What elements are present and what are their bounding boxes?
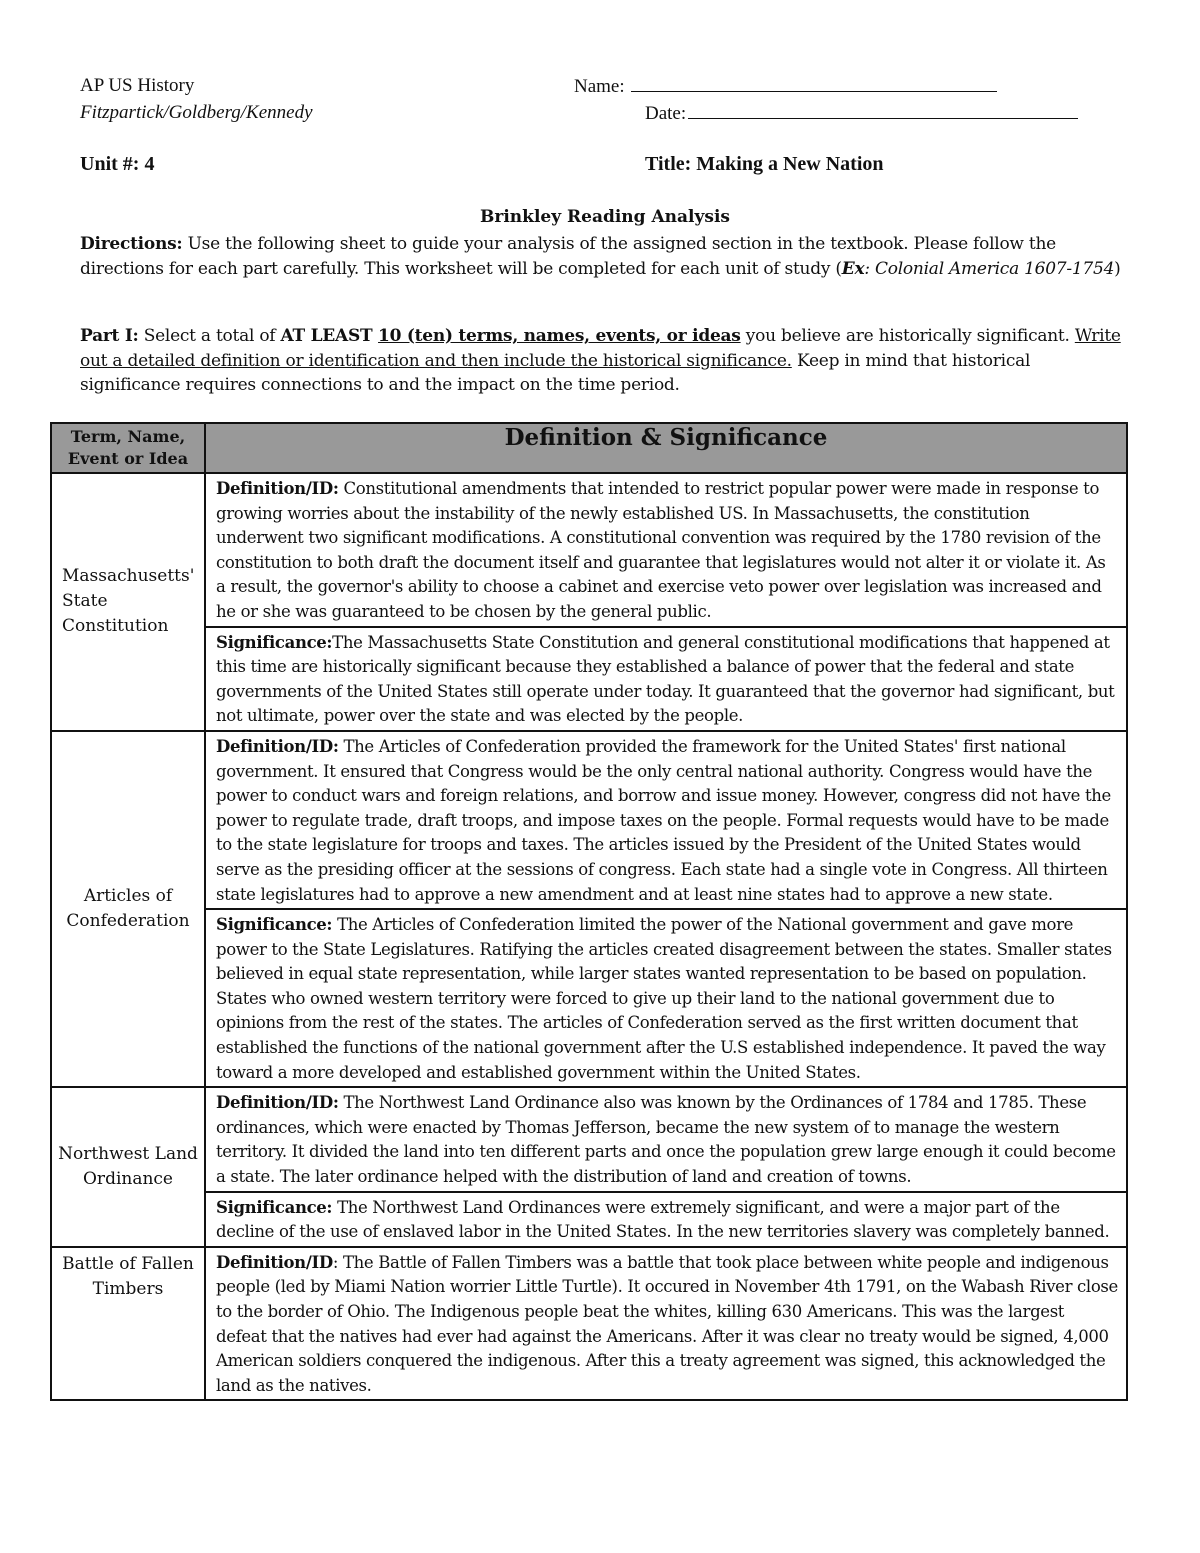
table-row bbox=[51, 1192, 1127, 1247]
significance-text: The Articles of Confederation limited the power of the National government and gave more power to the State Legislatures. Ratifying the articles created disagreement between the states. Smaller states believed in equal state representation, while larger states wanted representation to be based on population. States who owned western territory were forced to give up their land to the national government due to opinions from the rest of the states. The articles of Confederation served as the first written document that established the functions of the national government after the U.S established independence. It paved the way toward a more developed and established government within the United States. bbox=[216, 915, 1112, 1082]
terms-table bbox=[50, 422, 1128, 1401]
course-name: AP US History bbox=[80, 75, 195, 96]
significance-text: The Northwest Land Ordinances were extremely significant, and were a major part of the decline of the use of enslaved labor in the United States. In the new territories slavery was completely banned. bbox=[216, 1197, 1110, 1242]
section-heading: Brinkley Reading Analysis bbox=[480, 207, 730, 227]
directions-label: Directions: bbox=[80, 234, 183, 254]
part1-bold-underline: 10 (ten) terms, names, events, or ideas bbox=[378, 326, 741, 346]
unit-number: Unit #: 4 bbox=[80, 153, 155, 175]
unit-title: Title: Making a New Nation bbox=[645, 153, 884, 175]
definition-cell bbox=[205, 1087, 1127, 1191]
definition-label: Definition/ID bbox=[216, 1252, 333, 1272]
definition-cell bbox=[205, 731, 1127, 909]
part1-text2: you believe are historically significant. bbox=[740, 326, 1075, 346]
table-row bbox=[51, 473, 1127, 627]
term-cell: Northwest Land Ordinance bbox=[51, 1087, 205, 1247]
table-row bbox=[51, 731, 1127, 909]
definition-label: Definition/ID: bbox=[216, 479, 339, 498]
name-blank bbox=[631, 73, 997, 92]
table-row bbox=[51, 1247, 1127, 1401]
directions-paragraph bbox=[80, 232, 1130, 281]
significance-cell bbox=[205, 909, 1127, 1087]
example-label: Ex bbox=[841, 258, 865, 279]
part1-underline: Write out a detailed definition or identification and then include the historical significance. bbox=[80, 326, 1121, 371]
table-row bbox=[51, 1087, 1127, 1191]
table-row bbox=[51, 909, 1127, 1087]
date-blank bbox=[688, 100, 1078, 119]
directions-text: Use the following sheet to guide your analysis of the assigned section in the textbook. Please follow the directions for each part carefully. This worksheet will be completed for each unit of study ( bbox=[80, 234, 1056, 279]
definition-cell bbox=[205, 1247, 1127, 1401]
significance-label: Significance: bbox=[216, 915, 333, 935]
name-field bbox=[574, 73, 997, 100]
table-header-row bbox=[51, 423, 1127, 473]
term-cell: Articles of Confederation bbox=[51, 731, 205, 1087]
date-label: Date: bbox=[645, 103, 687, 124]
significance-label: Significance: bbox=[216, 632, 333, 652]
part1-instructions bbox=[80, 324, 1130, 398]
definition-cell bbox=[205, 473, 1127, 627]
part1-text3: Keep in mind that historical significance requires connections to and the impact on the time period. bbox=[80, 350, 1031, 395]
term-cell: Battle of Fallen Timbers bbox=[51, 1247, 205, 1401]
column-header-term: Term, Name, Event or Idea bbox=[51, 423, 205, 473]
definition-label: Definition/ID: bbox=[216, 736, 339, 756]
significance-cell bbox=[205, 627, 1127, 731]
directions-close: ) bbox=[1114, 258, 1121, 279]
part1-bold1: AT LEAST bbox=[280, 326, 379, 346]
definition-text: The Articles of Confederation provided the framework for the United States' first national government. It ensured that Congress would be the only central national authority. Congress would have the power to conduct wars and foreign relations, and borrow and issue money. However, congress did not have the power to regulate trade, draft troops, and impose taxes on the people. Formal requests would have to be made to the state legislature for troops and taxes. The articles issued by the President of the United States would serve as the presiding officer at the sessions of congress. Each state had a single vote in Congress. All thirteen state legislatures had to approve a new amendment and at least nine states had to approve a new state. bbox=[216, 736, 1111, 904]
definition-text: : The Battle of Fallen Timbers was a battle that took place between white people and indigenous people (led by Miami Nation worrier Little Turtle). It occured in November 4th 1791, on the Wabash River close to the border of Ohio. The Indigenous people beat the whites, killing 630 Americans. This was the largest defeat that the natives had ever had against the Americans. After it was clear no treaty would be signed, 4,000 American soldiers conquered the indigenous. After this a treaty agreement was signed, this acknowledged the land as the natives. bbox=[216, 1252, 1118, 1395]
part1-label: Part I: bbox=[80, 326, 139, 346]
significance-text: The Massachusetts State Constitution and general constitutional modifications that happened at this time are historically significant because they established a balance of power that the federal and state governments of the United States still operate under today. It guaranteed that the governor had significant, but not ultimate, power over the state and was elected by the people. bbox=[216, 632, 1115, 726]
significance-cell bbox=[205, 1192, 1127, 1247]
table-row bbox=[51, 627, 1127, 731]
name-label: Name: bbox=[574, 76, 625, 97]
teacher-names: Fitzpartick/Goldberg/Kennedy bbox=[80, 102, 313, 123]
definition-text: Constitutional amendments that intended to restrict popular power were made in response to growing worries about the instability of the newly established US. In Massachusetts, the constitution underwent two significant modifications. A constitutional convention was required by the 1780 revision of the constitution to both draft the document itself and guarantee that legislatures would not alter it or violate it. As a result, the governor's ability to choose a cabinet and exercise veto power over legislation was increased and he or she was guaranteed to be chosen by the general public. bbox=[216, 479, 1106, 621]
definition-text: The Northwest Land Ordinance also was known by the Ordinances of 1784 and 1785. These ordinances, which were enacted by Thomas Jefferson, became the new system of to manage the western territory. It divided the land into ten different parts and once the population grew large enough it could become a state. The later ordinance helped with the distribution of land and creation of towns. bbox=[216, 1093, 1116, 1187]
date-field bbox=[645, 100, 1078, 127]
significance-label: Significance: bbox=[216, 1197, 333, 1217]
definition-label: Definition/ID: bbox=[216, 1093, 339, 1113]
column-header-definition: Definition & Significance bbox=[205, 423, 1127, 473]
example-text: : Colonial America 1607-1754 bbox=[864, 258, 1115, 279]
part1-text1: Select a total of bbox=[138, 326, 281, 346]
term-cell: Massachusetts' State Constitution bbox=[51, 473, 205, 731]
